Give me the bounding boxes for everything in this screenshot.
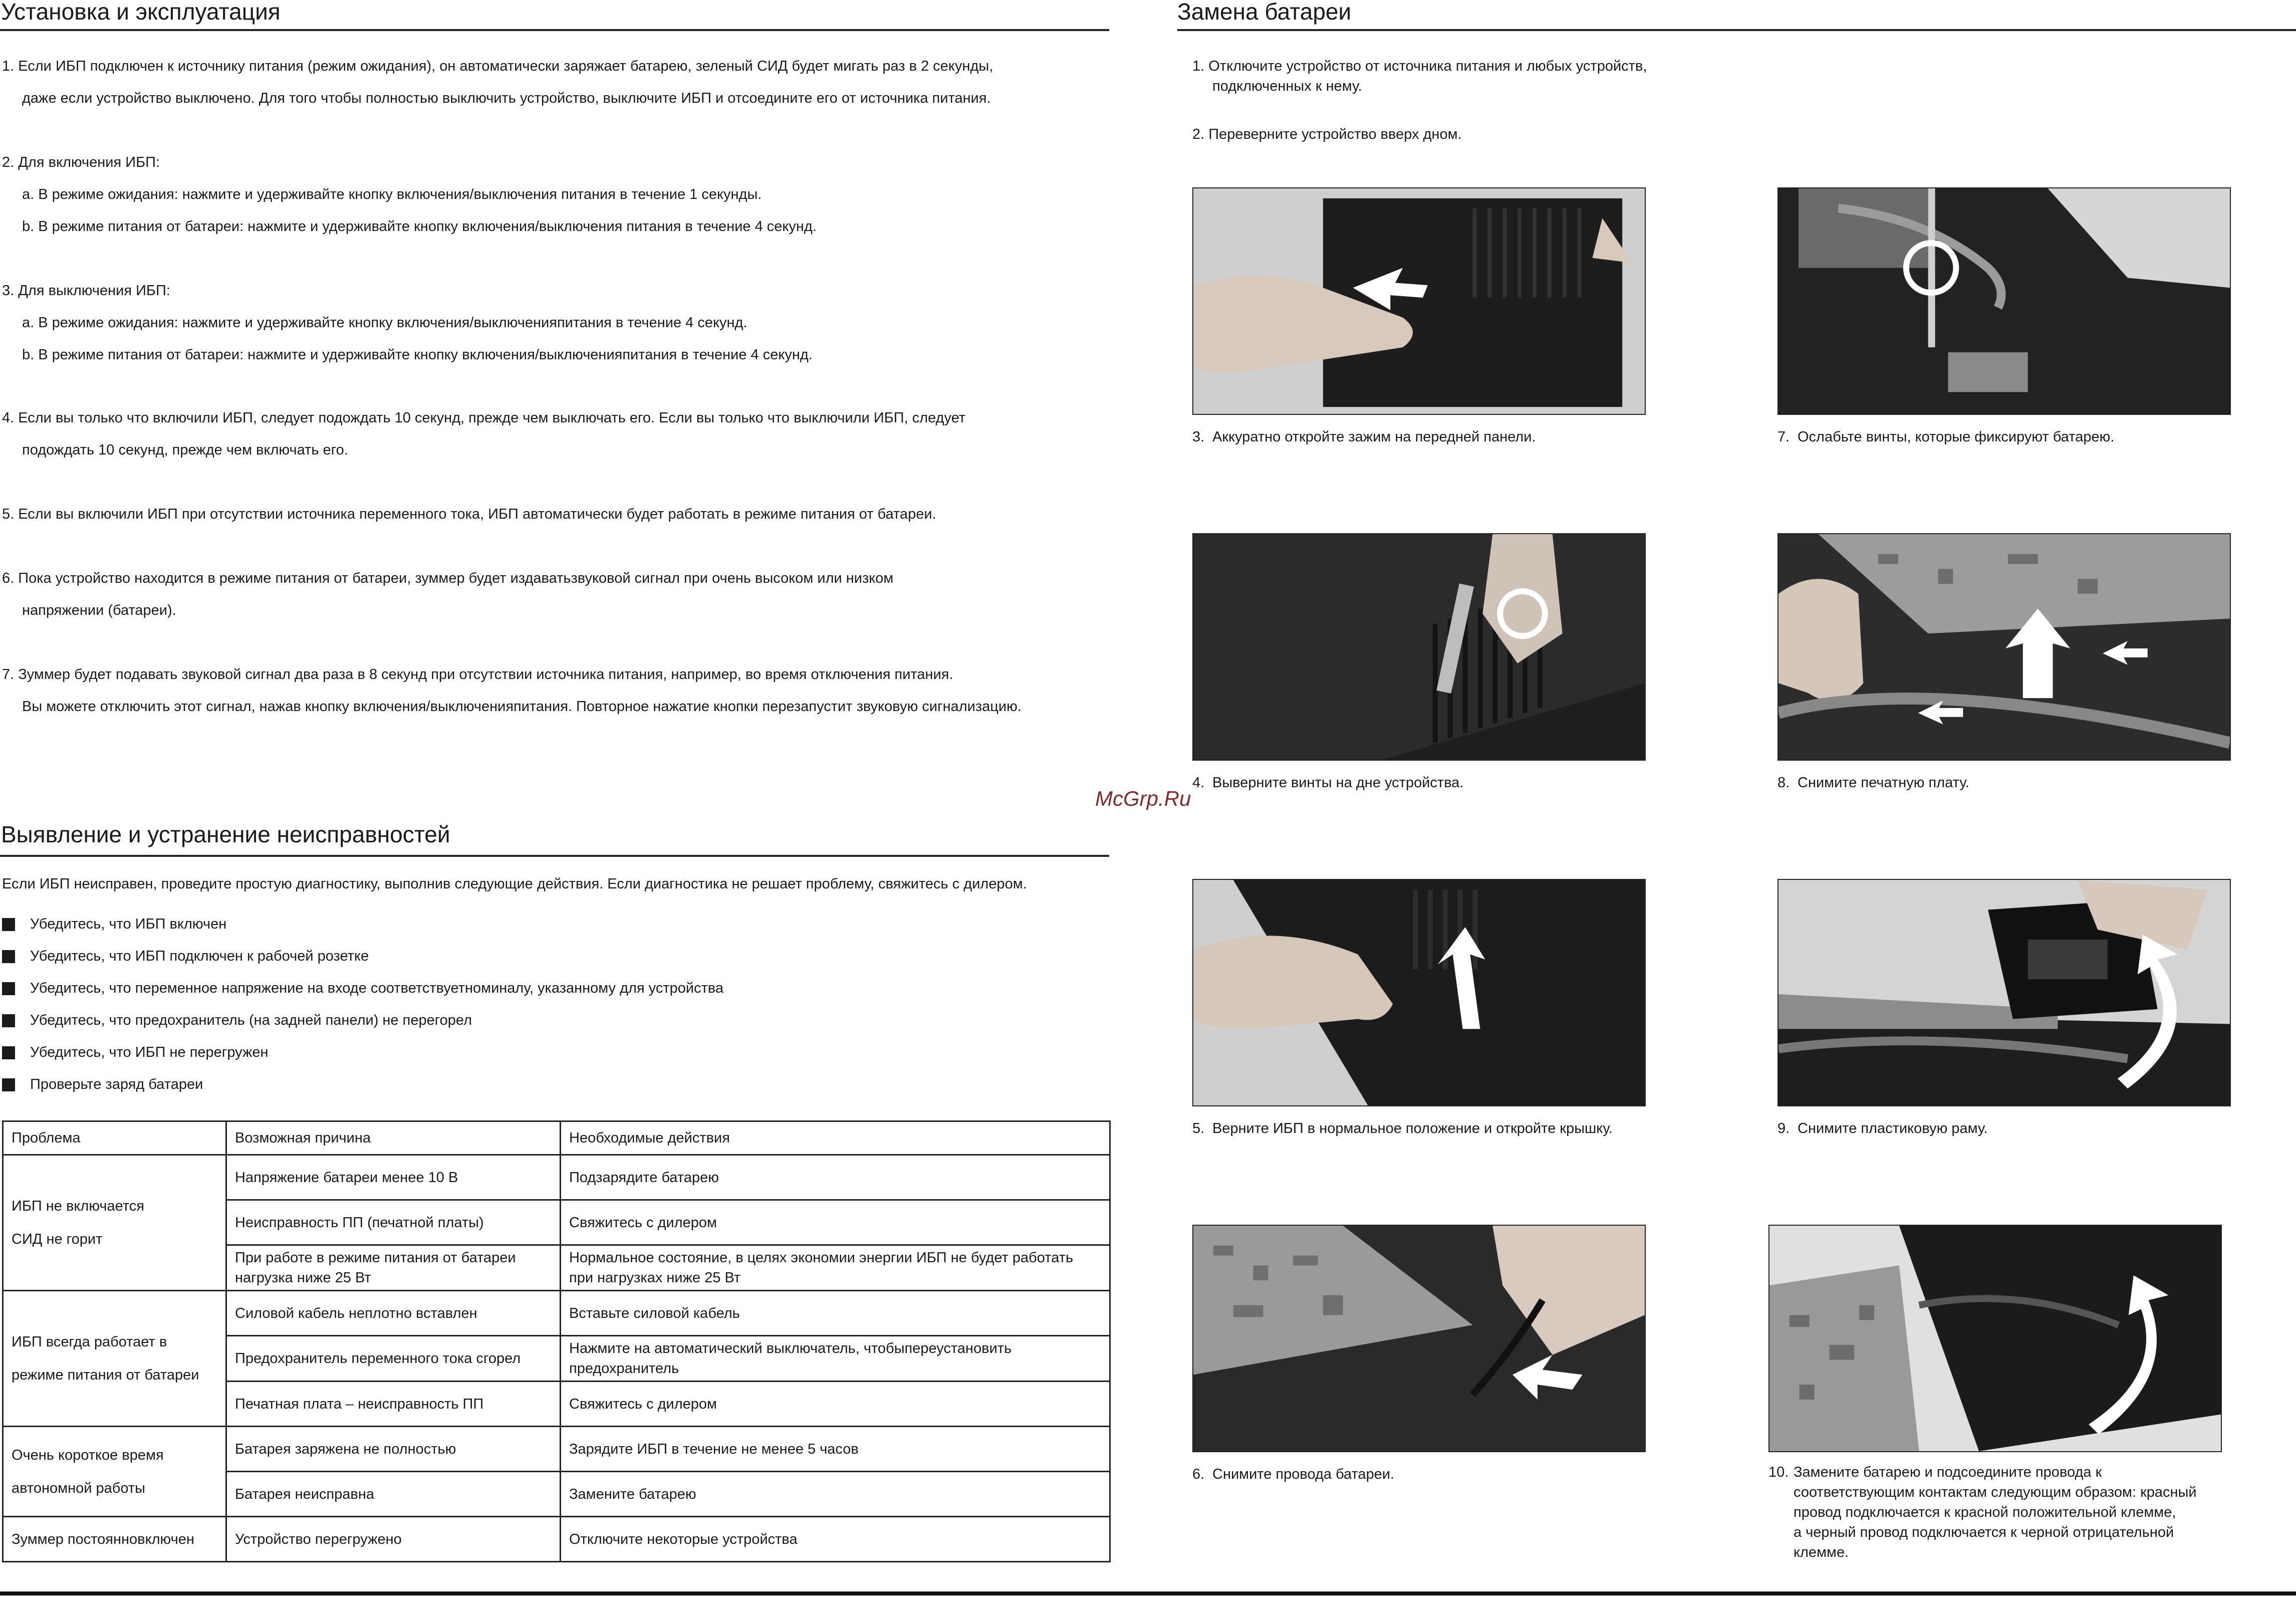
table-row xyxy=(3,1155,1110,1200)
step-8-caption: 8. Снимите печатную плату. xyxy=(1777,775,1969,791)
bullet-square-icon xyxy=(2,1014,15,1027)
action-cell: Вставьте силовой кабель xyxy=(561,1291,1110,1336)
step-9-photo xyxy=(1777,879,2231,1106)
step-10-photo xyxy=(1768,1225,2222,1452)
problem-cell: ИБП не включается СИД не горит xyxy=(3,1155,226,1291)
table-header: Возможная причина xyxy=(226,1121,561,1155)
table-row xyxy=(3,1291,1110,1336)
step-5-photo xyxy=(1192,879,1646,1106)
step-5-caption: 5. Верните ИБП в нормальное положение и откройте крышку. xyxy=(1192,1120,1613,1136)
problem-cell: Очень короткое время автономной работы xyxy=(3,1427,226,1517)
install-item-7: 7. Зуммер будет подавать звуковой сигнал два раза в 8 секунд при отсутствии источника питания, например, во время отключения питания. Вы можете отключить этот сигнал, нажав кнопку включения/выключенияпитания. Повторное нажатие кнопки перезапустит звуковую сигнализацию. xyxy=(2,666,1022,715)
bullet-square-icon xyxy=(2,950,15,963)
cause-cell: Устройство перегружено xyxy=(226,1517,561,1562)
trouble-title: Выявление и устранение неисправностей xyxy=(1,821,450,847)
cause-cell: Предохранитель переменного тока сгорел xyxy=(226,1336,561,1382)
table-row xyxy=(3,1517,1110,1562)
page-bottom-rule xyxy=(0,1591,2296,1595)
battery-title: Замена батареи xyxy=(1177,0,1352,25)
cause-cell: Силовой кабель неплотно вставлен xyxy=(226,1291,561,1336)
cause-cell: Неисправность ПП (печатной платы) xyxy=(226,1200,561,1245)
problem-cell: ИБП всегда работает в режиме питания от батареи xyxy=(3,1291,226,1427)
check-item: Убедитесь, что предохранитель (на задней панели) не перегорел xyxy=(2,1012,472,1029)
step-6-photo xyxy=(1192,1225,1646,1452)
trouble-intro: Если ИБП неисправен, проведите простую диагностику, выполнив следующие действия. Если диагностика не решает проблему, свяжитесь с дилером. xyxy=(2,876,1027,892)
action-cell: Замените батарею xyxy=(561,1472,1110,1517)
action-cell: Нормальное состояние, в целях экономии энергии ИБП не будет работать при нагрузках ниже 25 Вт xyxy=(561,1245,1110,1291)
action-cell: Зарядите ИБП в течение не менее 5 часов xyxy=(561,1427,1110,1472)
step-4-photo xyxy=(1192,533,1646,761)
check-item: Проверьте заряд батареи xyxy=(2,1076,203,1093)
table-header: Проблема xyxy=(3,1121,226,1155)
cause-cell: Батарея заряжена не полностью xyxy=(226,1427,561,1472)
cause-cell: При работе в режиме питания от батареи нагрузка ниже 25 Вт xyxy=(226,1245,561,1291)
cause-cell: Печатная плата – неисправность ПП xyxy=(226,1382,561,1427)
check-item: Убедитесь, что переменное напряжение на входе соответствуетноминалу, указанному для устройства xyxy=(2,980,723,997)
install-item-2: 2. Для включения ИБП: a. В режиме ожидания: нажмите и удерживайте кнопку включения/выключения питания в течение 1 секунды. b. В режиме питания от батареи: нажмите и удерживайте кнопку включения/выключения питания в течение 4 секунд. xyxy=(2,154,817,235)
bullet-square-icon xyxy=(2,918,15,931)
install-item-4: 4. Если вы только что включили ИБП, следует подождать 10 секунд, прежде чем выключать его. Если вы только что выключили ИБП, следует подождать 10 секунд, прежде чем включать его. xyxy=(2,410,966,458)
bullet-square-icon xyxy=(2,982,15,995)
install-item-5: 5. Если вы включили ИБП при отсутствии источника переменного тока, ИБП автоматически будет работать в режиме питания от батареи. xyxy=(2,506,936,522)
check-item: Убедитесь, что ИБП подключен к рабочей розетке xyxy=(2,948,369,965)
battery-title-rule xyxy=(1177,29,2296,31)
step-7-photo xyxy=(1777,187,2231,415)
step-7-caption: 7. Ослабьте винты, которые фиксируют батарею. xyxy=(1777,429,2115,445)
install-item-3: 3. Для выключения ИБП: a. В режиме ожидания: нажмите и удерживайте кнопку включения/выключенияпитания в течение 4 секунд. b. В режиме питания от батареи: нажмите и удерживайте кнопку включения/выключенияпитания в течение 4 секунд. xyxy=(2,283,813,363)
table-header-row xyxy=(3,1121,1110,1155)
cause-cell: Напряжение батареи менее 10 В xyxy=(226,1155,561,1200)
trouble-title-rule xyxy=(0,855,1109,857)
check-item: Убедитесь, что ИБП не перегружен xyxy=(2,1044,269,1061)
table-row xyxy=(3,1427,1110,1472)
action-cell: Подзарядите батарею xyxy=(561,1155,1110,1200)
troubleshooting-table xyxy=(2,1120,1111,1562)
cause-cell: Батарея неисправна xyxy=(226,1472,561,1517)
install-item-1: 1. Если ИБП подключен к источнику питания (режим ожидания), он автоматически заряжает батарею, зеленый СИД будет мигать раз в 2 секунды, даже если устройство выключено. Для того чтобы полностью выключить устройство, выключите ИБП и отсоедините его от источника питания. xyxy=(2,58,993,106)
action-cell: Отключите некоторые устройства xyxy=(561,1517,1110,1562)
check-item: Убедитесь, что ИБП включен xyxy=(2,916,226,933)
battery-step-1: 1. Отключите устройство от источника питания и любых устройств, подключенных к нему. xyxy=(1192,58,1647,94)
step-6-caption: 6. Снимите провода батареи. xyxy=(1192,1466,1395,1482)
battery-step-2: 2. Переверните устройство вверх дном. xyxy=(1192,126,1462,142)
install-item-6: 6. Пока устройство находится в режиме питания от батареи, зуммер будет издаватьзвуковой сигнал при очень высоком или низком напряжении (батареи). xyxy=(2,570,894,618)
step-4-caption: 4. Выверните винты на дне устройства. xyxy=(1192,775,1464,791)
table-header: Необходимые действия xyxy=(561,1121,1110,1155)
step-9-caption: 9. Снимите пластиковую раму. xyxy=(1777,1120,1988,1136)
bullet-square-icon xyxy=(2,1046,15,1059)
install-title: Установка и эксплуатация xyxy=(1,0,281,25)
step-3-caption: 3. Аккуратно откройте зажим на передней панели. xyxy=(1192,429,1536,445)
install-title-rule xyxy=(0,29,1109,31)
bullet-square-icon xyxy=(2,1078,15,1091)
step-10-caption: 10. Замените батарею и подсоедините провода к соответствующим контактам следующим образом: красный провод подключается к красной положительной клемме, а черный провод подключается к черной отрицательной клемме. xyxy=(1768,1464,2197,1560)
step-3-photo xyxy=(1192,187,1646,415)
watermark: McGrp.Ru xyxy=(1095,787,1191,810)
step-8-photo xyxy=(1777,533,2231,761)
action-cell: Нажмите на автоматический выключатель, чтобыпереустановить предохранитель xyxy=(561,1336,1110,1382)
problem-cell: Зуммер постоянновключен xyxy=(3,1517,226,1562)
action-cell: Свяжитесь с дилером xyxy=(561,1200,1110,1245)
action-cell: Свяжитесь с дилером xyxy=(561,1382,1110,1427)
